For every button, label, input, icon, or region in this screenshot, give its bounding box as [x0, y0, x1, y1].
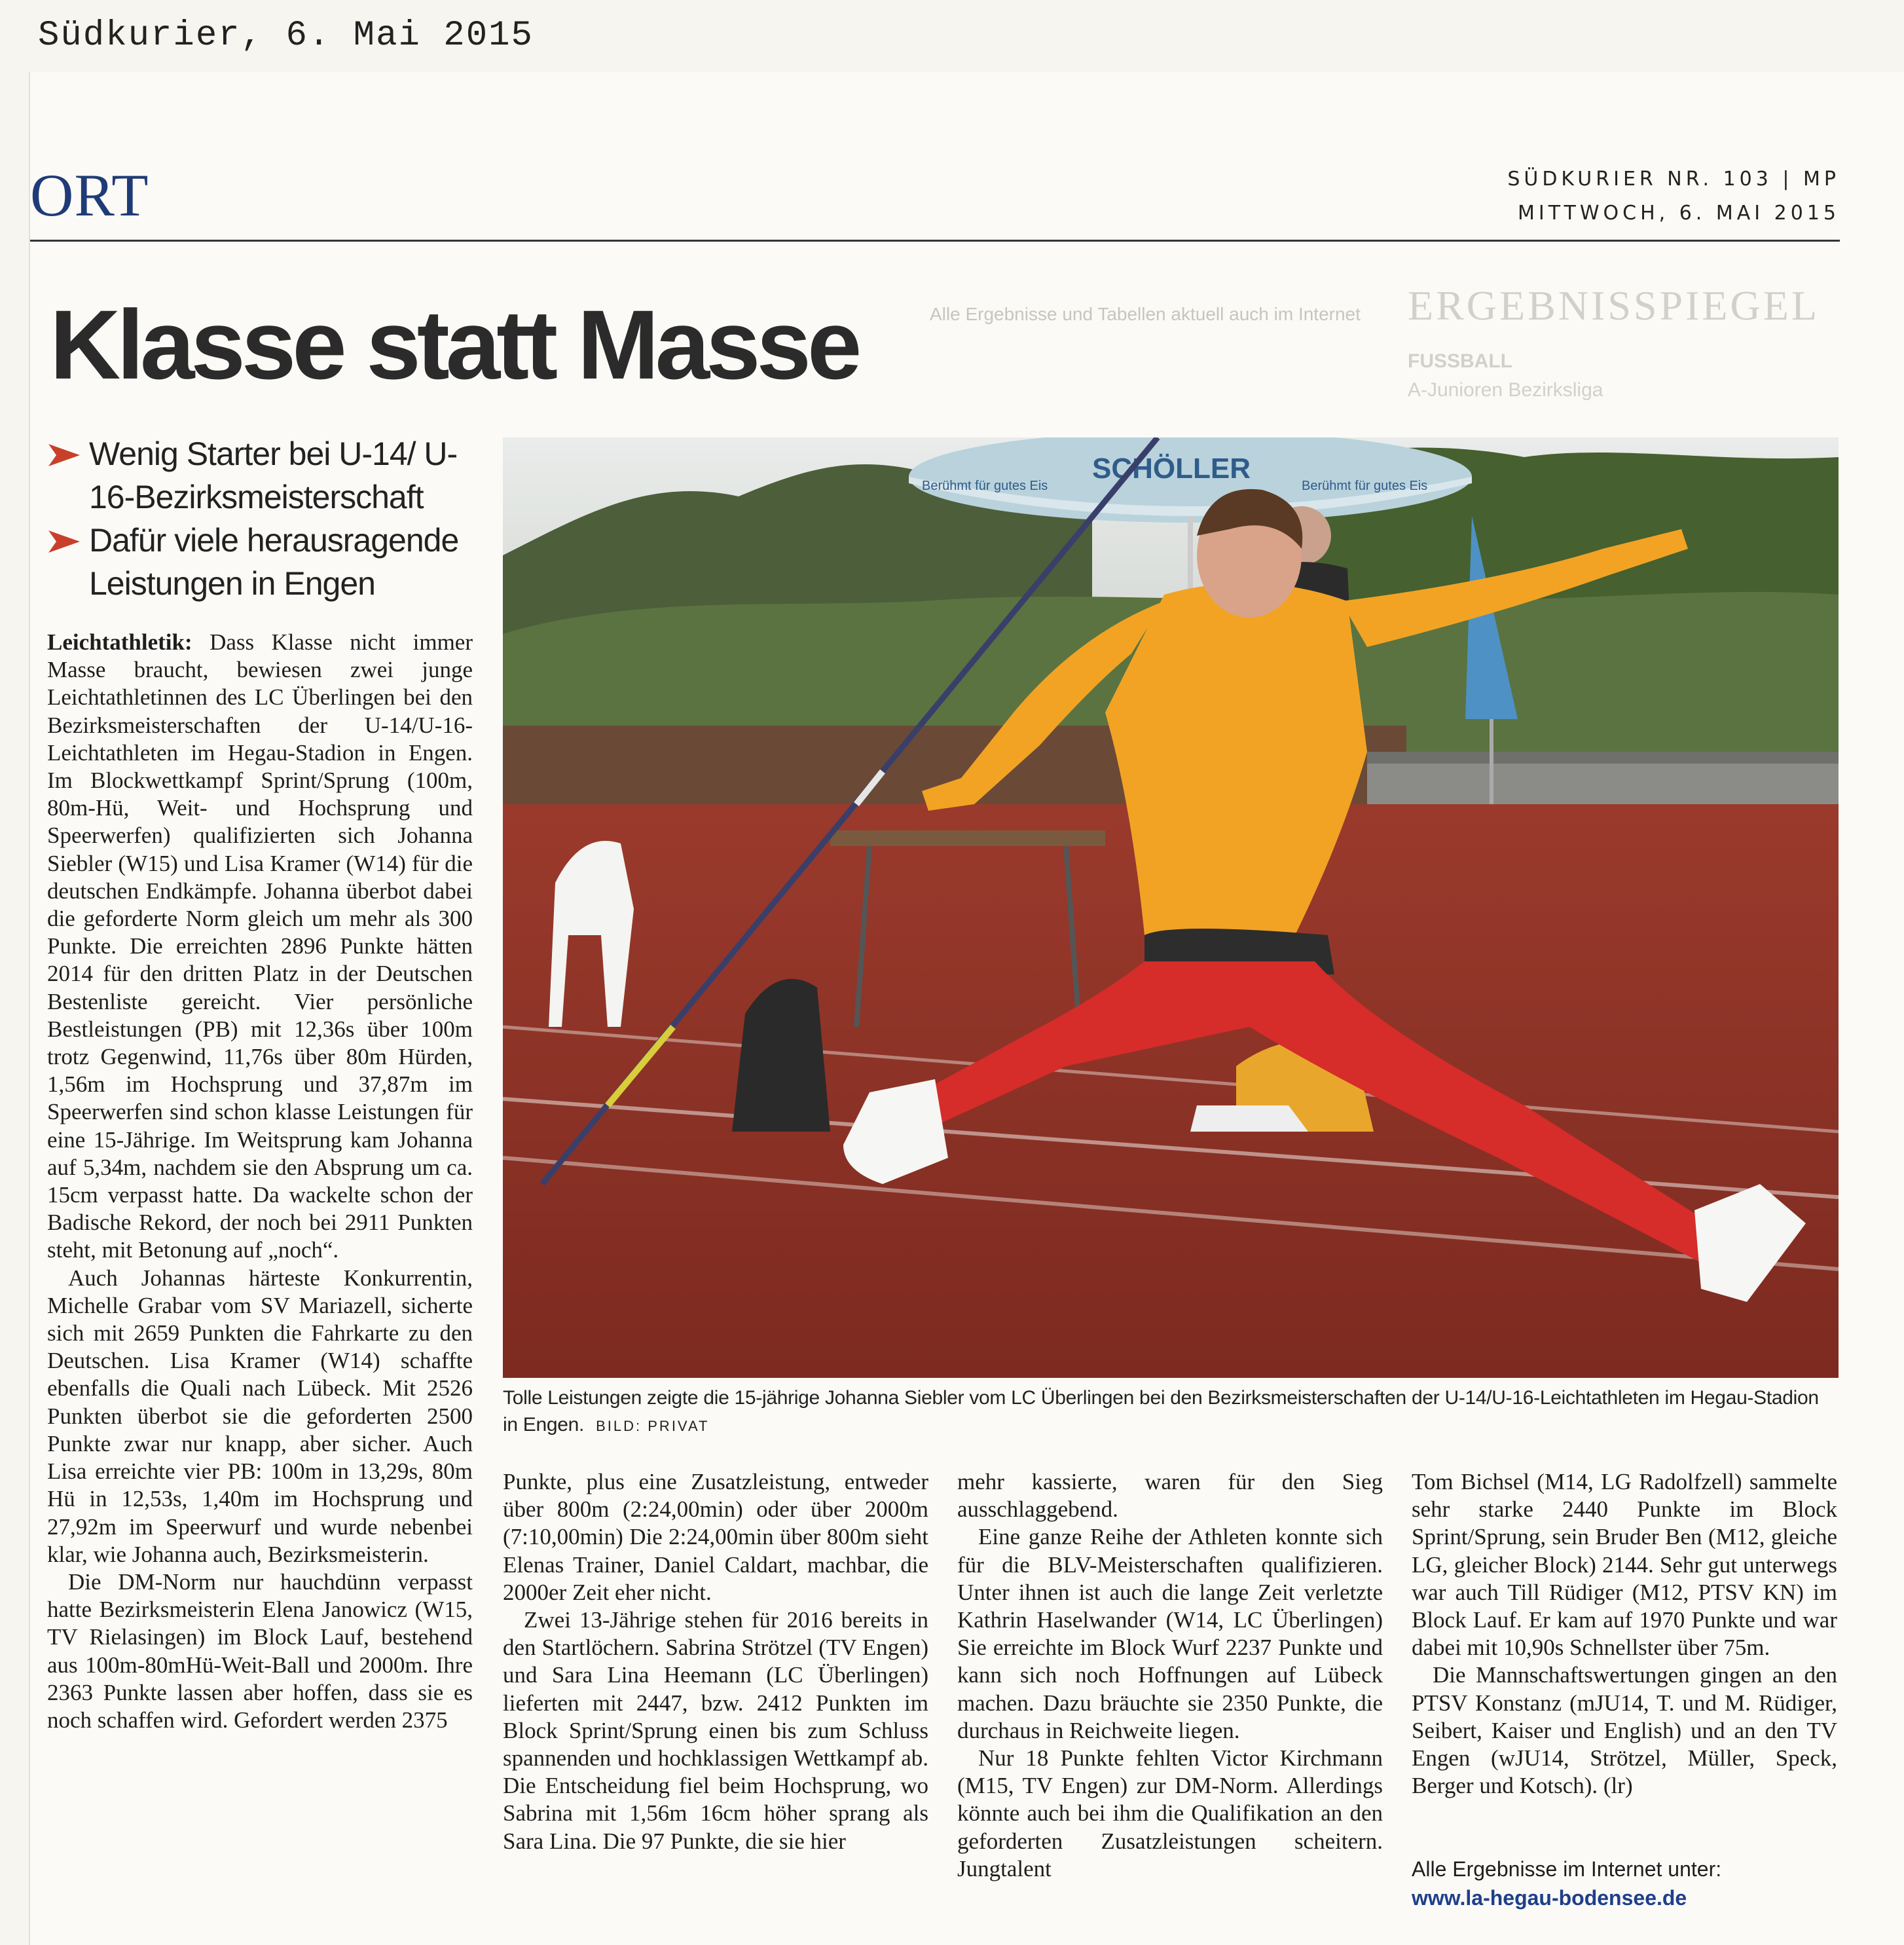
bleed-through-line: FUSSBALL: [1408, 350, 1512, 372]
article-column-4: [1412, 1468, 1837, 1800]
bleed-through-banner: Alle Ergebnisse und Tabellen aktuell auch im Internet: [930, 304, 1361, 324]
arrow-icon: [48, 530, 80, 553]
article-paragraph: Tom Bichsel (M14, LG Radolfzell) sammelte sehr starke 2440 Punkte im Block Sprint/Sprung, sein Bruder Ben (M12, gleiche LG, gleicher Block) 2144. Sehr gut unterwegs war auch Till Rüdiger (M12, PTSV KN) im Block Lauf. Er kam auf 1970 Punkte und war dabei mit 10,90s Schnellster über 75m.: [1412, 1469, 1837, 1661]
article-paragraph: Die DM-Norm nur hauchdünn verpasst hatte Bezirksmeisterin Elena Janowicz (W15, TV Rielasingen) im Block Lauf, bestehend aus 100m-80mHü-Weit-Ball und 2000m. Ihre 2363 Punkte lassen aber hoffen, dass sie es noch schaffen wird. Gefordert werden 2375: [47, 1568, 473, 1733]
photo-credit: BILD: PRIVAT: [596, 1418, 710, 1434]
teaser-text: Wenig Starter bei U-14/ U-16-Bezirksmeisterschaft: [89, 435, 458, 515]
results-note: [1412, 1855, 1837, 1912]
article-photo: [503, 437, 1839, 1378]
article-paragraph: [47, 629, 473, 1265]
article-column-1: [47, 629, 473, 1734]
article-paragraph: Nur 18 Punkte fehlten Victor Kirchmann (M15, TV Engen) zur DM-Norm. Allerdings könnte auch bei ihm die Qualifikation an den geforderten Zusatzleistungen scheitern. Jungtalent: [957, 1745, 1383, 1881]
article-paragraph: Die Mannschaftswertungen gingen an den PTSV Konstanz (mJU14, T. und M. Rüdiger, Seibert, Kaiser und English) und an den TV Engen (wJU14, Strötzel, Müller, Speck, Berger und Kotsch). (lr): [1412, 1662, 1837, 1799]
article-column-3: [957, 1468, 1383, 1883]
umbrella-slogan: Berühmt für gutes Eis: [922, 479, 1048, 493]
article-paragraph: Eine ganze Reihe der Athleten konnte sich für die BLV-Meisterschaften qualifizieren. Unter ihnen ist auch die lange Zeit verletzte Kathrin Haselwander (W14, LC Überlingen) Sie erreichte im Block Wurf 2237 Punkte und kann sich noch Hoffnungen auf Lübeck machen. Dazu bräuchte sie 2350 Punkte, die durchaus in Reichweite liegen.: [957, 1524, 1383, 1743]
bleed-through-line: A-Junioren Bezirksliga: [1408, 379, 1603, 401]
javelin-thrower-photo: [503, 437, 1839, 1378]
masthead-date: MITTWOCH, 6. MAI 2015: [1517, 202, 1840, 225]
arrow-icon: [48, 444, 80, 466]
lead-label: Leichtathletik:: [47, 629, 192, 655]
teaser-list: [48, 432, 494, 605]
article-column-2: [503, 1468, 928, 1855]
clipping-label: Südkurier, 6. Mai 2015: [38, 16, 534, 56]
caption-text: Tolle Leistungen zeigte die 15-jährige Johanna Siebler vom LC Überlingen bei den Bezirksmeisterschaften der U-14/U-16-Leichtathleten im Hegau-Stadion in Engen.: [503, 1387, 1819, 1436]
paragraph-text: Dass Klasse nicht immer Masse braucht, bewiesen zwei junge Leichtathletinnen des LC Überlingen bei den Bezirksmeisterschaften der U-14/U-16-Leichtathleten im Hegau-Stadion in Engen. Im Blockwettkampf Sprint/Sprung (100m, 80m-Hü, Weit- und Hochsprung und Speerwerfen) qualifizierten sich Johanna Siebler (W15) und Lisa Kramer (W14) für die deutschen Endkämpfe. Johanna überbot dabei die geforderte Norm gleich um mehr als 300 Punkte. Die erreichten 2896 Punkte hätten 2014 für den dritten Platz in der Deutschen Bestenliste gereicht. Vier persönliche Bestleistungen (PB) mit 12,36s über 100m trotz Gegenwind, 11,76s über 80m Hürden, 1,56m im Hochsprung und 37,87m im Speerwerfen sind schon klasse Leistungen für eine 15-Jährige. Im Weitsprung kam Johanna auf 5,34m, nachdem sie den Absprung um ca. 15cm verpasst hatte. Da wackelte schon der Badische Rekord, der noch bei 2911 Punkten steht, mit Betonung auf „noch“.: [47, 629, 473, 1263]
section-title-fragment: ORT: [30, 162, 149, 229]
article-paragraph: mehr kassierte, waren für den Sieg ausschlaggebend.: [957, 1469, 1383, 1523]
photo-caption: [503, 1384, 1839, 1439]
umbrella-brand: SCHÖLLER: [1092, 453, 1251, 485]
article-paragraph: Zwei 13-Jährige stehen für 2016 bereits in den Startlöchern. Sabrina Strötzel (TV Engen) und Sara Lina Heemann (LC Überlingen) lieferten mit 2447, bzw. 2412 Punkten im Block Sprint/Sprung einen bis zum Schluss spannenden und hochklassigen Wettkampf ab. Die Entscheidung fiel beim Hochsprung, wo Sabrina mit 1,56m 16cm höher sprang als Sara Lina. Die 97 Punkte, die sie hier: [503, 1607, 928, 1854]
umbrella-slogan: Berühmt für gutes Eis: [1302, 479, 1428, 493]
masthead: [1507, 162, 1840, 231]
bleed-through-title: ERGEBNISSPIEGEL: [1408, 282, 1820, 329]
article-paragraph: Punkte, plus eine Zusatzleistung, entweder über 800m (2:24,00min) oder über 2000m (7:10,00min) Die 2:24,00min über 800m sieht Elenas Trainer, Daniel Caldart, machbar, die 2000er Zeit eher nicht.: [503, 1469, 928, 1605]
masthead-rule: [30, 240, 1840, 242]
teaser-item: [48, 432, 494, 519]
teaser-item: [48, 519, 494, 605]
results-label: Alle Ergebnisse im Internet unter:: [1412, 1857, 1722, 1881]
headline: Klasse statt Masse: [50, 289, 858, 399]
results-link[interactable]: www.la-hegau-bodensee.de: [1412, 1886, 1687, 1910]
teaser-text: Dafür viele herausragende Leistungen in Engen: [89, 522, 459, 602]
masthead-issue: SÜDKURIER NR. 103 | MP: [1507, 168, 1840, 191]
article-paragraph: Auch Johannas härteste Konkurrentin, Michelle Grabar vom SV Mariazell, sicherte sich mit 2659 Punkten die Fahrkarte zu den Deutschen. Lisa Kramer (W14) schaffte ebenfalls die Quali nach Lübeck. Mit 2526 Punkten überbot sie die geforderten 2500 Punkte zwar nur knapp, aber sicher. Auch Lisa erreichte vier PB: 100m in 13,29s, 80m Hü in 12,53s, 1,40m im Hochsprung und 27,92m im Speerwurf und wurde nebenbei klar, wie Johanna auch, Bezirksmeisterin.: [47, 1265, 473, 1567]
